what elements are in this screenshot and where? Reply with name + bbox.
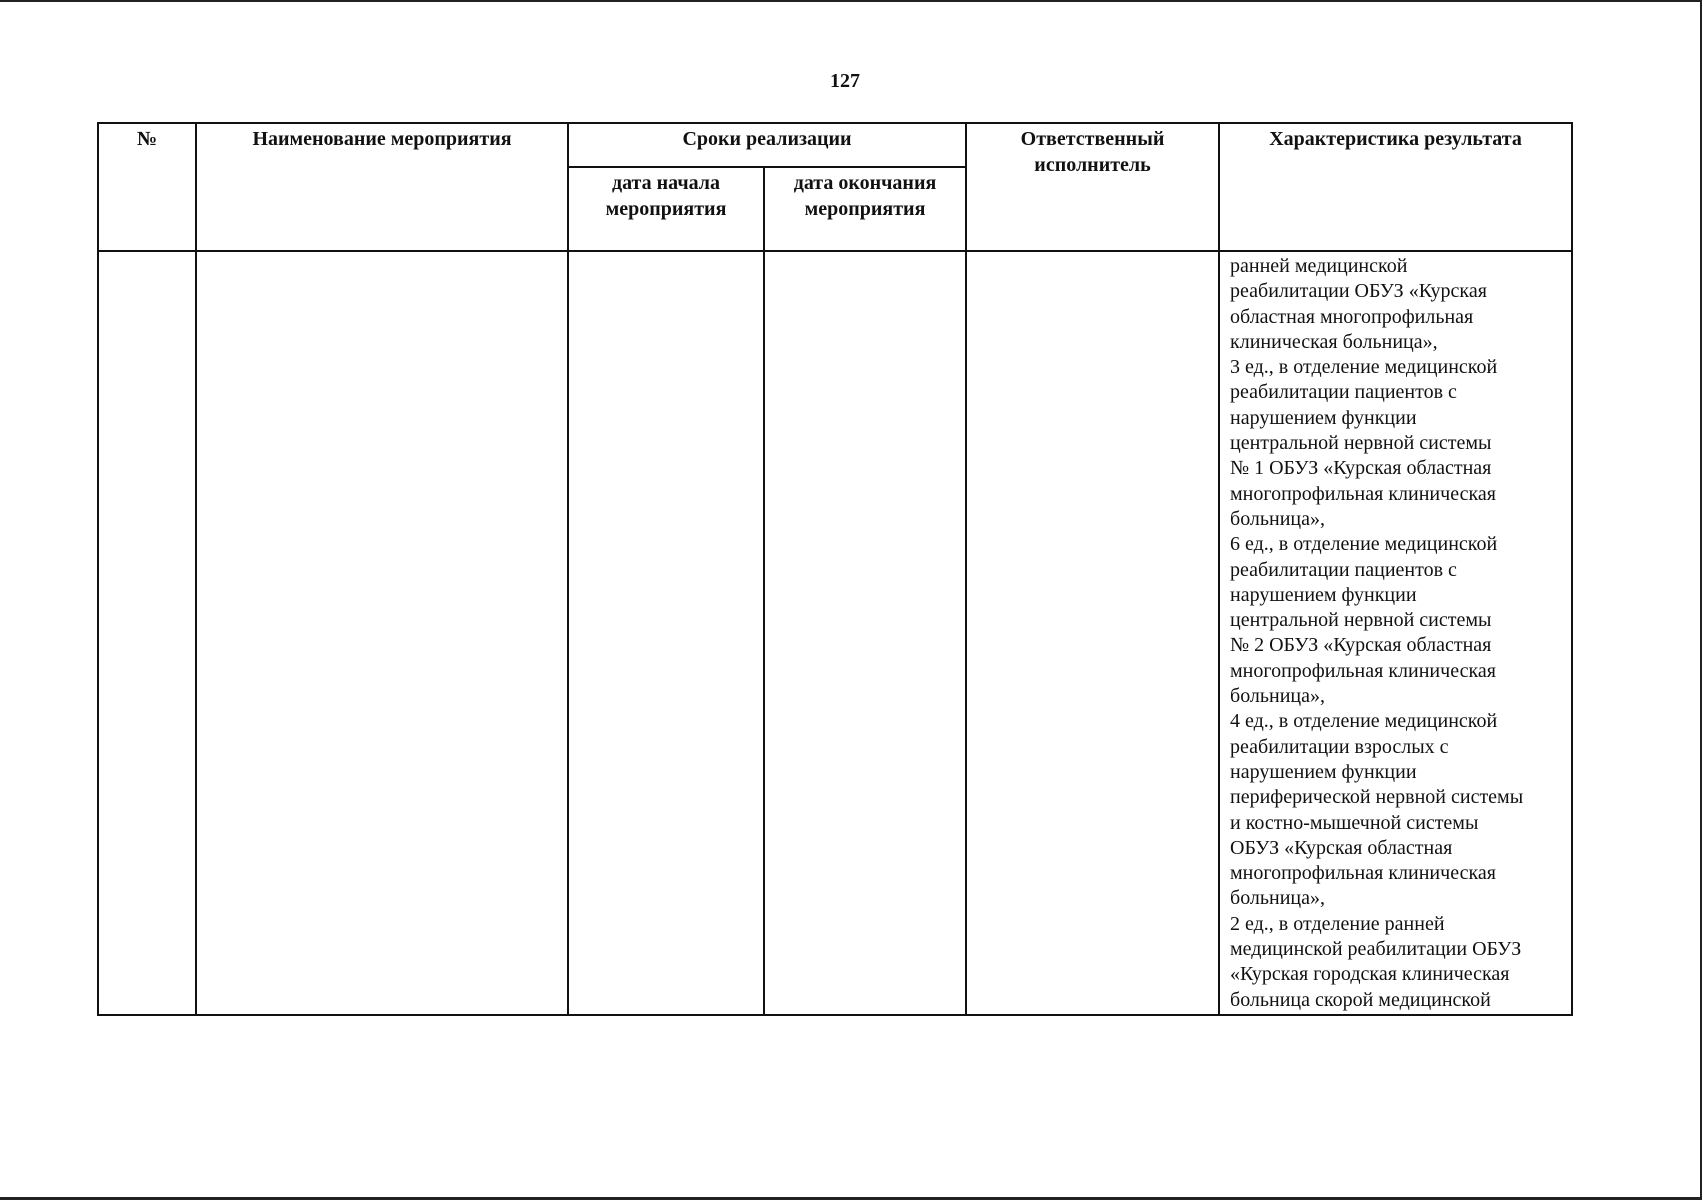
header-terms: Сроки реализации xyxy=(568,123,966,167)
result-line: областная многопрофильная xyxy=(1230,305,1474,328)
result-line: нарушением функции xyxy=(1230,583,1417,606)
header-name: Наименование мероприятия xyxy=(196,123,568,251)
sheet-edge-top xyxy=(0,0,1702,2)
cell-end-date xyxy=(764,251,966,1015)
header-responsible: Ответственный исполнитель xyxy=(966,123,1219,251)
header-result: Характеристика результата xyxy=(1219,123,1572,251)
result-line: медицинской реабилитации ОБУЗ xyxy=(1230,938,1522,961)
result-line: периферической нервной системы xyxy=(1230,786,1524,809)
result-line: № 2 ОБУЗ «Курская областная xyxy=(1230,634,1492,657)
result-line: больница скорой медицинской xyxy=(1230,988,1491,1011)
result-line: 3 ед., в отделение медицинской xyxy=(1230,356,1498,379)
result-line: нарушением функции xyxy=(1230,760,1417,783)
table-row xyxy=(98,251,1572,1015)
cell-name xyxy=(196,251,568,1015)
header-row-1 xyxy=(98,123,1572,167)
result-line: 6 ед., в отделение медицинской xyxy=(1230,533,1498,556)
result-line: реабилитации взрослых с xyxy=(1230,735,1449,758)
cell-start-date xyxy=(568,251,764,1015)
activities-table xyxy=(97,122,1573,1016)
result-line: «Курская городская клиническая xyxy=(1230,963,1510,986)
result-line: многопрофильная клиническая xyxy=(1230,862,1496,885)
result-line: больница», xyxy=(1230,685,1326,708)
result-line: ОБУЗ «Курская областная xyxy=(1230,836,1453,859)
page-number: 127 xyxy=(830,70,860,92)
header-end-date: дата окончания мероприятия xyxy=(764,167,966,251)
result-line: 2 ед., в отделение ранней xyxy=(1230,912,1445,935)
cell-result xyxy=(1219,251,1572,1015)
result-line: реабилитации ОБУЗ «Курская xyxy=(1230,280,1487,303)
result-line: больница», xyxy=(1230,507,1326,530)
result-line: многопрофильная клиническая xyxy=(1230,659,1496,682)
result-line: многопрофильная клиническая xyxy=(1230,482,1496,505)
result-line: 4 ед., в отделение медицинской xyxy=(1230,710,1498,733)
result-line: реабилитации пациентов с xyxy=(1230,381,1457,404)
cell-number xyxy=(98,251,196,1015)
result-line: ранней медицинской xyxy=(1230,255,1408,277)
result-line: центральной нервной системы xyxy=(1230,432,1492,455)
result-line: больница», xyxy=(1230,887,1326,910)
result-line: и костно-мышечной системы xyxy=(1230,811,1479,834)
result-line: клиническая больница», xyxy=(1230,330,1438,353)
header-start-date: дата начала мероприятия xyxy=(568,167,764,251)
header-number: № xyxy=(98,123,196,251)
result-line: реабилитации пациентов с xyxy=(1230,558,1457,581)
cell-responsible xyxy=(966,251,1219,1015)
result-line: нарушением функции xyxy=(1230,406,1417,429)
result-line: № 1 ОБУЗ «Курская областная xyxy=(1230,457,1492,480)
result-line: центральной нервной системы xyxy=(1230,609,1492,632)
